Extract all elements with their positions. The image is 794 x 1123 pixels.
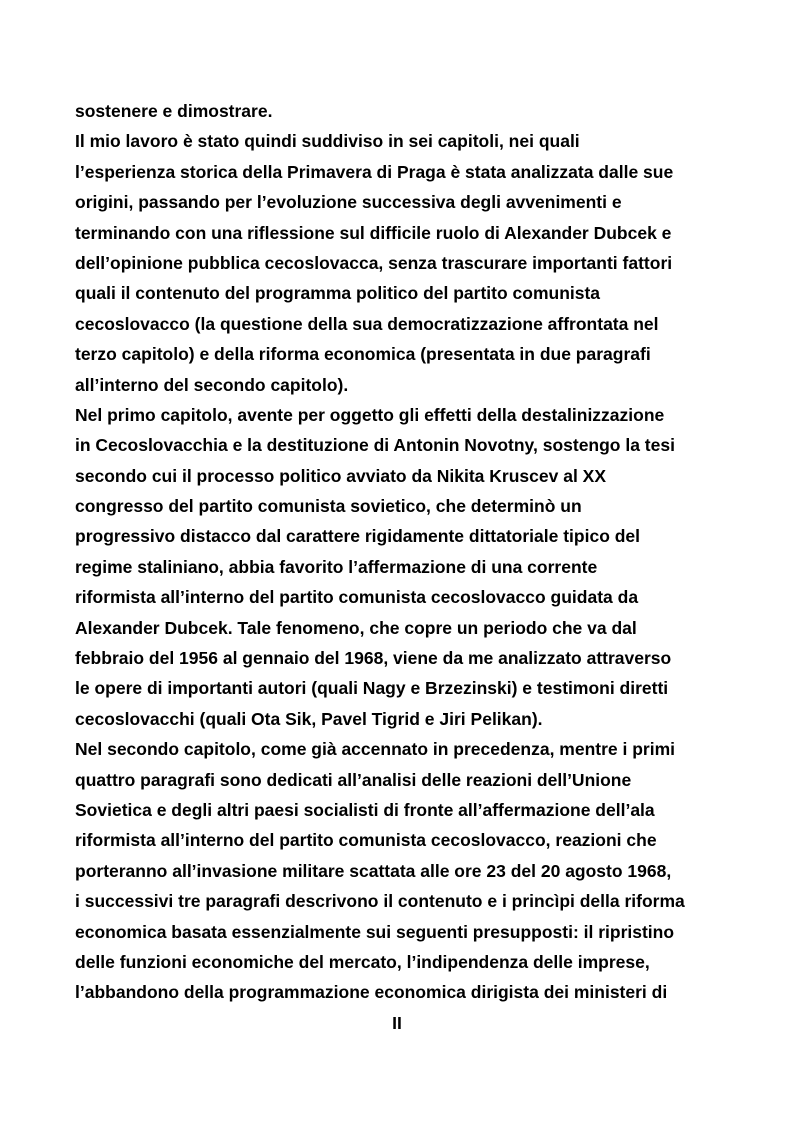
text-line: dell’opinione pubblica cecoslovacca, senza trascurare importanti fattori: [75, 252, 673, 273]
body-text: [75, 96, 725, 1008]
text-line: Nel primo capitolo, avente per oggetto gli effetti della destalinizzazione: [75, 404, 665, 425]
text-line: le opere di importanti autori (quali Nagy e Brzezinski) e testimoni diretti: [75, 678, 669, 699]
text-line: l’abbandono della programmazione economica dirigista dei ministeri di: [75, 982, 668, 1003]
text-line: porteranno all’invasione militare scattata alle ore 23 del 20 agosto 1968,: [75, 860, 672, 881]
text-line: economica basata essenzialmente sui seguenti presupposti: il ripristino: [75, 921, 675, 942]
text-line: terzo capitolo) e della riforma economica (presentata in due paragrafi: [75, 344, 651, 365]
text-line: origini, passando per l’evoluzione successiva degli avvenimenti e: [75, 192, 622, 213]
text-line: l’esperienza storica della Primavera di Praga è stata analizzata dalle sue: [75, 161, 674, 182]
text-line: all’interno del secondo capitolo).: [75, 374, 349, 395]
text-line: progressivo distacco dal carattere rigidamente dittatoriale tipico del: [75, 526, 641, 547]
text-line: Sovietica e degli altri paesi socialisti di fronte all’affermazione dell’ala: [75, 799, 655, 820]
text-line: riformista all’interno del partito comunista cecoslovacco guidata da: [75, 587, 639, 608]
text-line: cecoslovacchi (quali Ota Sik, Pavel Tigrid e Jiri Pelikan).: [75, 708, 543, 729]
text-line: riformista all’interno del partito comunista cecoslovacco, reazioni che: [75, 830, 657, 851]
text-line: Alexander Dubcek. Tale fenomeno, che copre un periodo che va dal: [75, 617, 637, 638]
text-line: terminando con una riflessione sul difficile ruolo di Alexander Dubcek e: [75, 222, 672, 243]
page-number: II: [392, 1013, 402, 1033]
text-line: quali il contenuto del programma politico del partito comunista: [75, 283, 601, 304]
text-line: regime staliniano, abbia favorito l’affermazione di una corrente: [75, 556, 598, 577]
text-line: delle funzioni economiche del mercato, l’indipendenza delle imprese,: [75, 951, 650, 972]
text-line: Il mio lavoro è stato quindi suddiviso in sei capitoli, nei quali: [75, 131, 580, 152]
text-line: quattro paragrafi sono dedicati all’analisi delle reazioni dell’Unione: [75, 769, 632, 790]
text-line: secondo cui il processo politico avviato da Nikita Kruscev al XX: [75, 465, 607, 486]
text-line: sostenere e dimostrare.: [75, 101, 273, 121]
text-line: in Cecoslovacchia e la destituzione di Antonin Novotny, sostengo la tesi: [75, 435, 675, 456]
text-line: Nel secondo capitolo, come già accennato in precedenza, mentre i primi: [75, 739, 676, 760]
text-line: congresso del partito comunista sovietico, che determinò un: [75, 496, 582, 517]
text-line: cecoslovacco (la questione della sua democratizzazione affrontata nel: [75, 313, 659, 334]
text-line: i successivi tre paragrafi descrivono il contenuto e i princìpi della riforma: [75, 891, 685, 912]
text-line: febbraio del 1956 al gennaio del 1968, viene da me analizzato attraverso: [75, 648, 672, 669]
